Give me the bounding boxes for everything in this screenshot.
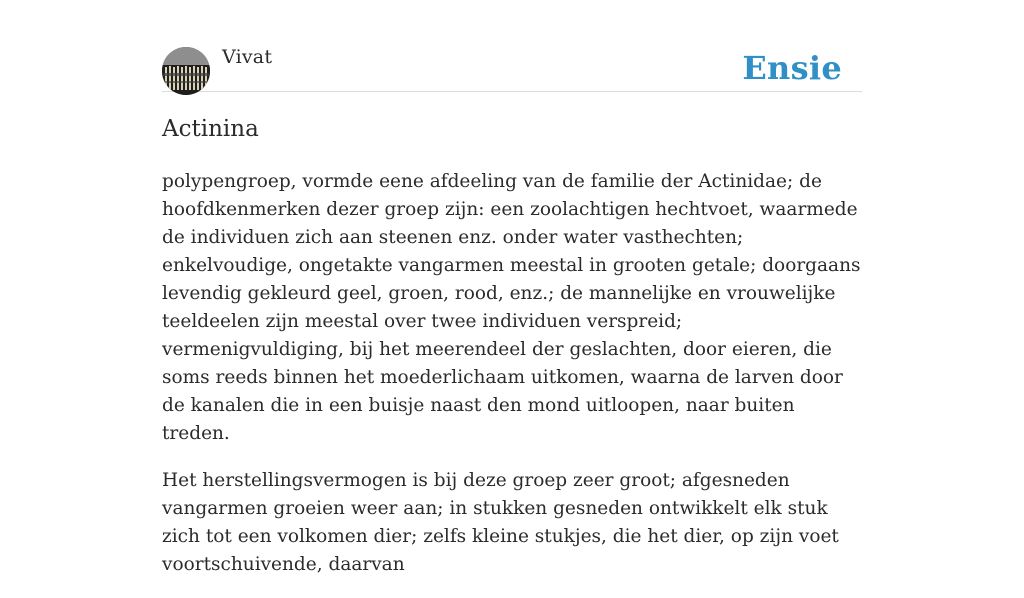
page: [162, 0, 862, 575]
author-avatar[interactable]: [162, 47, 210, 95]
author-name[interactable]: Vivat: [222, 46, 273, 68]
header: [162, 0, 862, 92]
paragraph: polypengroep, vormde eene afdeeling van de familie der Actinidae; de hoofdkenmerken dezer groep zijn: een zoolachtigen hechtvoet, waarmede de individuen zich aan steenen enz. onder water vasthechten; enkelvoudige, ongetakte vangarmen meestal in grooten getale; doorgaans levendig gekleurd geel, groen, rood, enz.; de mannelijke en vrouwelijke teeldeelen zijn meestal over twee individuen verspreid; vermenigvuldiging, bij het meerendeel der geslachten, door eieren, die soms reeds binnen het moederlichaam uitkomen, waarna de larven door de kanalen die in een buisje naast den mond uitloopen, naar buiten treden.: [162, 171, 861, 444]
brand-logo[interactable]: Ensie: [742, 49, 842, 87]
article-title: Actinina: [162, 116, 259, 142]
article-body: [162, 168, 862, 598]
paragraph: Het herstellingsvermogen is bij deze groep zeer groot; afgesneden vangarmen groeien weer aan; in stukken gesneden ontwikkelt elk stuk zich tot een volkomen dier; zelfs kleine stukjes, die het dier, op zijn voet voortschuivende, daarvan: [162, 470, 839, 575]
book-shelf-icon: [162, 47, 210, 95]
